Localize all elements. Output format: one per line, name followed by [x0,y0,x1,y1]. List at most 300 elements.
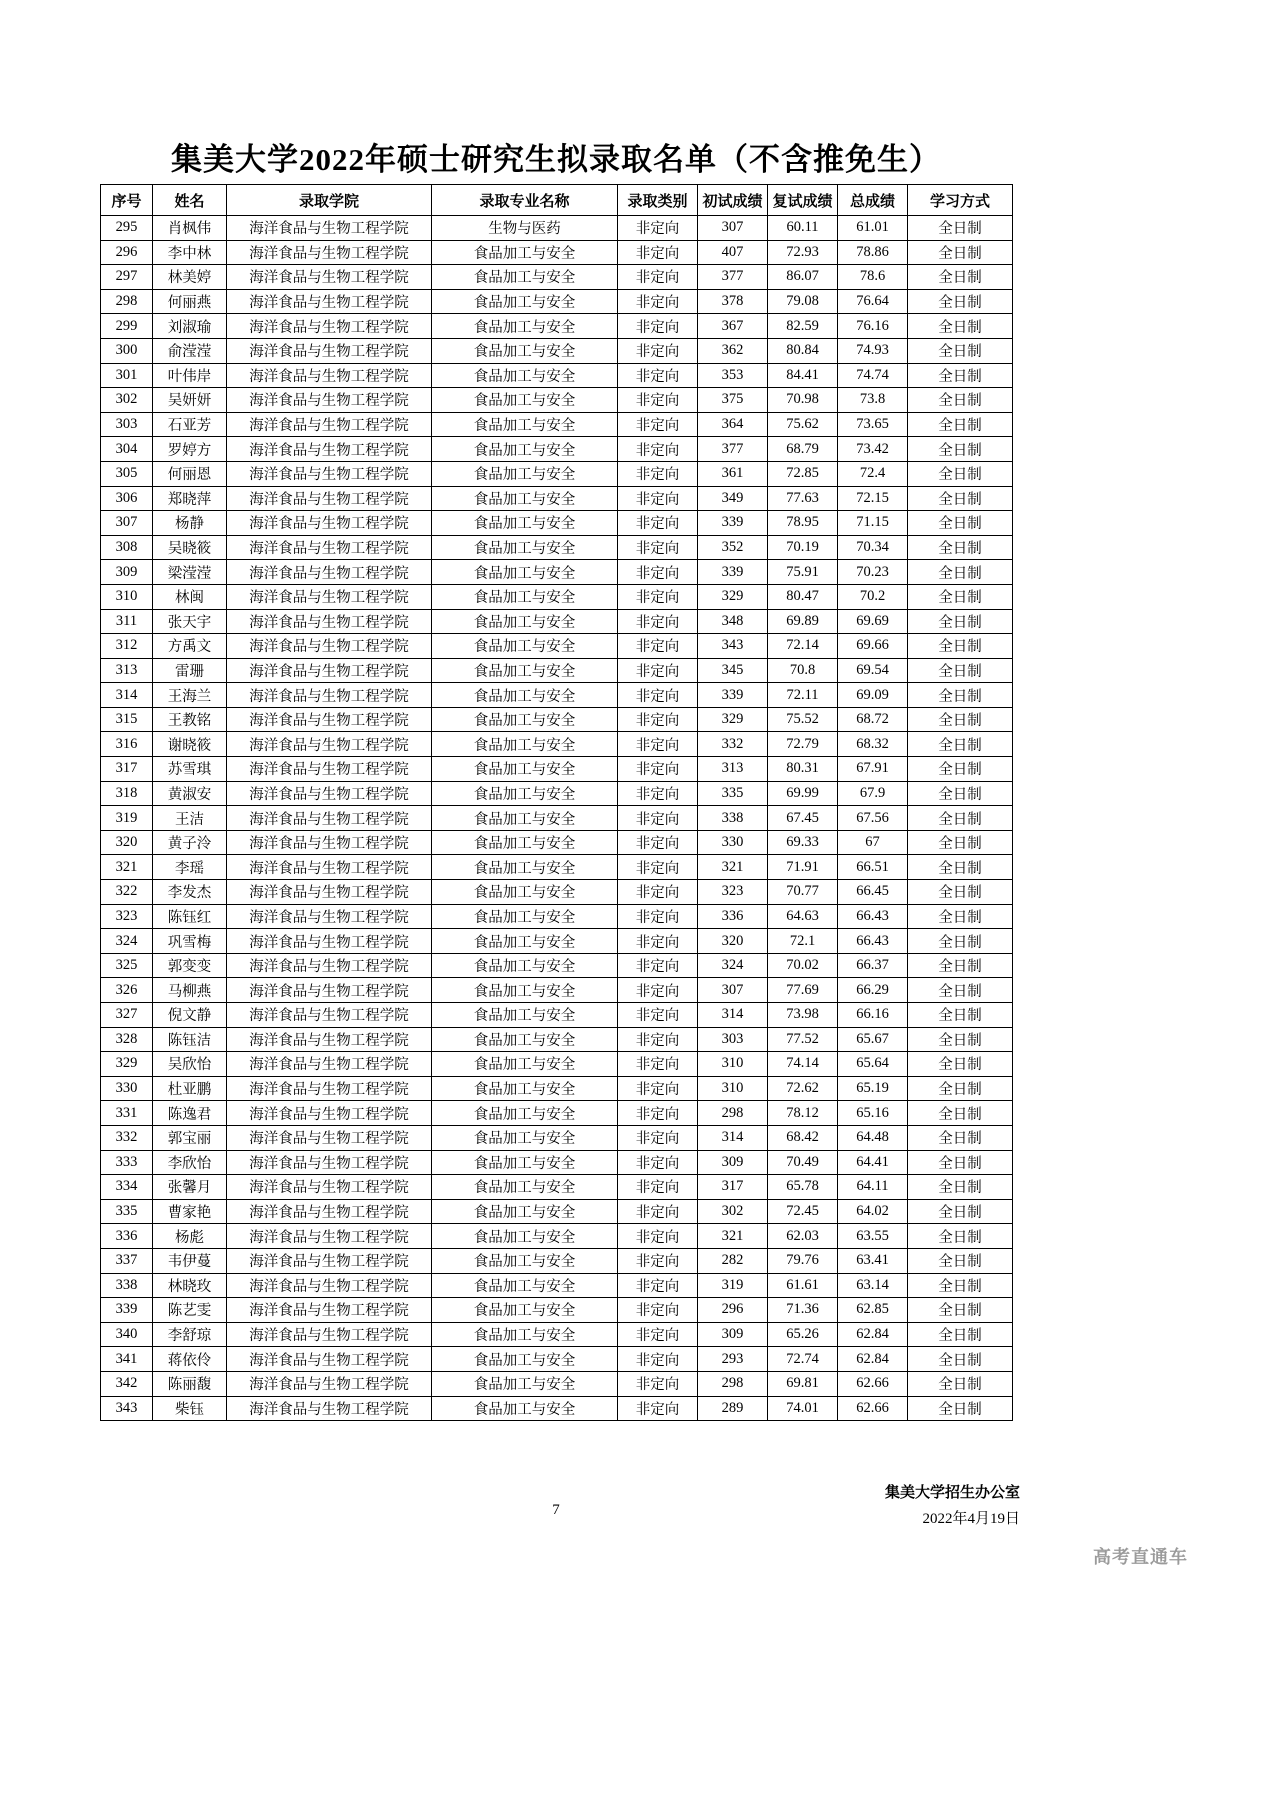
table-cell: 311 [101,609,153,634]
table-cell: 74.14 [768,1052,838,1077]
table-cell: 食品加工与安全 [432,1076,618,1101]
table-cell: 非定向 [618,560,698,585]
table-cell: 何丽恩 [153,461,227,486]
table-cell: 全日制 [908,314,1013,339]
table-cell: 海洋食品与生物工程学院 [227,929,432,954]
table-cell: 349 [698,486,768,511]
table-cell: 非定向 [618,486,698,511]
table-cell: 362 [698,338,768,363]
col-header-index: 序号 [101,185,153,216]
table-cell: 全日制 [908,732,1013,757]
table-cell: 336 [698,904,768,929]
table-cell: 69.69 [838,609,908,634]
table-cell: 海洋食品与生物工程学院 [227,388,432,413]
col-header-name: 姓名 [153,185,227,216]
table-cell: 全日制 [908,978,1013,1003]
table-cell: 320 [698,929,768,954]
table-cell: 海洋食品与生物工程学院 [227,216,432,241]
table-cell: 319 [101,806,153,831]
table-cell: 柴钰 [153,1396,227,1421]
table-cell: 食品加工与安全 [432,1027,618,1052]
table-cell: 339 [698,683,768,708]
table-cell: 314 [698,1125,768,1150]
table-cell: 364 [698,412,768,437]
table-cell: 非定向 [618,314,698,339]
table-cell: 全日制 [908,880,1013,905]
table-cell: 72.85 [768,461,838,486]
table-cell: 梁滢滢 [153,560,227,585]
col-header-major: 录取专业名称 [432,185,618,216]
table-cell: 海洋食品与生物工程学院 [227,732,432,757]
table-row [101,240,1013,265]
table-cell: 俞滢滢 [153,338,227,363]
table-cell: 雷珊 [153,658,227,683]
table-row [101,1371,1013,1396]
table-cell: 食品加工与安全 [432,1199,618,1224]
table-row [101,511,1013,536]
table-cell: 321 [698,855,768,880]
table-cell: 黄淑安 [153,781,227,806]
table-row [101,1224,1013,1249]
table-cell: 非定向 [618,1371,698,1396]
table-cell: 食品加工与安全 [432,658,618,683]
table-row [101,363,1013,388]
table-cell: 316 [101,732,153,757]
table-cell: 319 [698,1273,768,1298]
table-cell: 310 [101,584,153,609]
table-row [101,338,1013,363]
table-cell: 吴欣怡 [153,1052,227,1077]
table-cell: 食品加工与安全 [432,289,618,314]
table-row [101,978,1013,1003]
table-cell: 海洋食品与生物工程学院 [227,781,432,806]
table-cell: 全日制 [908,486,1013,511]
table-cell: 非定向 [618,658,698,683]
table-cell: 海洋食品与生物工程学院 [227,289,432,314]
table-cell: 全日制 [908,806,1013,831]
table-cell: 非定向 [618,584,698,609]
table-cell: 食品加工与安全 [432,265,618,290]
table-row [101,1273,1013,1298]
table-cell: 海洋食品与生物工程学院 [227,1003,432,1028]
table-cell: 海洋食品与生物工程学院 [227,1175,432,1200]
table-row [101,683,1013,708]
table-cell: 330 [698,830,768,855]
table-cell: 69.09 [838,683,908,708]
table-cell: 321 [101,855,153,880]
table-cell: 67.45 [768,806,838,831]
table-cell: 296 [698,1298,768,1323]
table-row [101,1101,1013,1126]
table-cell: 海洋食品与生物工程学院 [227,1396,432,1421]
table-cell: 非定向 [618,1248,698,1273]
table-row [101,904,1013,929]
table-cell: 食品加工与安全 [432,683,618,708]
table-cell: 食品加工与安全 [432,584,618,609]
table-cell: 郭宝丽 [153,1125,227,1150]
table-cell: 食品加工与安全 [432,855,618,880]
table-row [101,1125,1013,1150]
footer-date: 2022年4月19日 [922,1511,1020,1527]
col-header-initial-score: 初试成绩 [698,185,768,216]
table-row [101,880,1013,905]
table-cell: 非定向 [618,1298,698,1323]
table-cell: 非定向 [618,1224,698,1249]
table-cell: 巩雪梅 [153,929,227,954]
table-cell: 339 [101,1298,153,1323]
table-cell: 309 [101,560,153,585]
col-header-retest-score: 复试成绩 [768,185,838,216]
table-cell: 非定向 [618,412,698,437]
table-cell: 78.6 [838,265,908,290]
table-cell: 407 [698,240,768,265]
table-cell: 72.4 [838,461,908,486]
table-cell: 全日制 [908,1347,1013,1372]
table-cell: 海洋食品与生物工程学院 [227,1322,432,1347]
table-cell: 62.66 [838,1371,908,1396]
table-cell: 62.66 [838,1396,908,1421]
table-cell: 62.84 [838,1322,908,1347]
table-row [101,1322,1013,1347]
table-row [101,584,1013,609]
table-cell: 生物与医药 [432,216,618,241]
table-cell: 295 [101,216,153,241]
table-cell: 非定向 [618,609,698,634]
page-title: 集美大学2022年硕士研究生拟录取名单（不含推免生） [171,142,941,177]
table-cell: 340 [101,1322,153,1347]
table-cell: 341 [101,1347,153,1372]
table-cell: 72.1 [768,929,838,954]
table-cell: 韦伊蔓 [153,1248,227,1273]
table-cell: 海洋食品与生物工程学院 [227,658,432,683]
table-cell: 70.8 [768,658,838,683]
table-cell: 64.02 [838,1199,908,1224]
table-cell: 食品加工与安全 [432,634,618,659]
table-cell: 65.64 [838,1052,908,1077]
table-cell: 海洋食品与生物工程学院 [227,1052,432,1077]
table-cell: 72.11 [768,683,838,708]
col-header-college: 录取学院 [227,185,432,216]
table-cell: 杨静 [153,511,227,536]
table-cell: 75.91 [768,560,838,585]
table-cell: 海洋食品与生物工程学院 [227,1125,432,1150]
table-cell: 322 [101,880,153,905]
table-cell: 海洋食品与生物工程学院 [227,1298,432,1323]
table-cell: 310 [698,1076,768,1101]
table-cell: 方禹文 [153,634,227,659]
table-cell: 74.01 [768,1396,838,1421]
table-cell: 非定向 [618,461,698,486]
table-cell: 李瑶 [153,855,227,880]
page-number: 7 [552,1502,560,1518]
table-row [101,437,1013,462]
table-cell: 非定向 [618,289,698,314]
table-cell: 食品加工与安全 [432,1396,618,1421]
table-cell: 谢晓筱 [153,732,227,757]
table-cell: 296 [101,240,153,265]
table-cell: 海洋食品与生物工程学院 [227,584,432,609]
table-cell: 61.61 [768,1273,838,1298]
table-cell: 食品加工与安全 [432,1003,618,1028]
table-cell: 329 [698,584,768,609]
table-cell: 67.56 [838,806,908,831]
table-cell: 66.37 [838,953,908,978]
table-cell: 全日制 [908,437,1013,462]
table-cell: 非定向 [618,634,698,659]
table-cell: 叶伟岸 [153,363,227,388]
table-row [101,388,1013,413]
table-cell: 77.52 [768,1027,838,1052]
table-cell: 杜亚鹏 [153,1076,227,1101]
table-cell: 全日制 [908,953,1013,978]
table-cell: 71.91 [768,855,838,880]
table-cell: 304 [101,437,153,462]
table-cell: 72.14 [768,634,838,659]
table-cell: 326 [101,978,153,1003]
table-cell: 72.62 [768,1076,838,1101]
table-cell: 非定向 [618,1003,698,1028]
table-cell: 306 [101,486,153,511]
table-cell: 食品加工与安全 [432,707,618,732]
table-cell: 65.78 [768,1175,838,1200]
table-cell: 78.95 [768,511,838,536]
table-cell: 非定向 [618,363,698,388]
table-cell: 339 [698,511,768,536]
table-cell: 海洋食品与生物工程学院 [227,634,432,659]
table-row [101,707,1013,732]
table-cell: 302 [698,1199,768,1224]
table-cell: 海洋食品与生物工程学院 [227,1248,432,1273]
table-row [101,830,1013,855]
table-cell: 全日制 [908,388,1013,413]
table-cell: 马柳燕 [153,978,227,1003]
table-cell: 69.54 [838,658,908,683]
table-cell: 69.66 [838,634,908,659]
table-cell: 329 [101,1052,153,1077]
table-cell: 食品加工与安全 [432,412,618,437]
table-cell: 海洋食品与生物工程学院 [227,314,432,339]
table-row [101,1027,1013,1052]
table-cell: 72.74 [768,1347,838,1372]
table-cell: 林晓玫 [153,1273,227,1298]
table-cell: 陈钰洁 [153,1027,227,1052]
table-cell: 336 [101,1224,153,1249]
table-cell: 73.8 [838,388,908,413]
table-cell: 曹家艳 [153,1199,227,1224]
table-cell: 食品加工与安全 [432,904,618,929]
table-cell: 肖枫伟 [153,216,227,241]
table-cell: 黄子泠 [153,830,227,855]
table-cell: 63.55 [838,1224,908,1249]
table-row [101,1150,1013,1175]
table-cell: 全日制 [908,412,1013,437]
table-cell: 非定向 [618,707,698,732]
table-cell: 66.43 [838,904,908,929]
table-cell: 食品加工与安全 [432,461,618,486]
table-cell: 69.33 [768,830,838,855]
table-cell: 食品加工与安全 [432,535,618,560]
table-cell: 77.63 [768,486,838,511]
table-cell: 289 [698,1396,768,1421]
table-cell: 全日制 [908,904,1013,929]
table-cell: 非定向 [618,830,698,855]
table-cell: 非定向 [618,265,698,290]
table-cell: 342 [101,1371,153,1396]
table-cell: 331 [101,1101,153,1126]
table-cell: 307 [101,511,153,536]
table-cell: 非定向 [618,1027,698,1052]
table-cell: 343 [698,634,768,659]
table-cell: 82.59 [768,314,838,339]
table-cell: 68.42 [768,1125,838,1150]
table-cell: 食品加工与安全 [432,511,618,536]
table-cell: 321 [698,1224,768,1249]
table-cell: 313 [698,757,768,782]
table-cell: 食品加工与安全 [432,486,618,511]
table-cell: 李舒琼 [153,1322,227,1347]
table-cell: 非定向 [618,806,698,831]
table-cell: 338 [698,806,768,831]
admission-table [100,184,1013,1421]
table-cell: 食品加工与安全 [432,1052,618,1077]
table-cell: 林美婷 [153,265,227,290]
table-cell: 全日制 [908,289,1013,314]
table-cell: 海洋食品与生物工程学院 [227,904,432,929]
table-cell: 全日制 [908,216,1013,241]
table-cell: 海洋食品与生物工程学院 [227,560,432,585]
table-cell: 348 [698,609,768,634]
table-cell: 80.84 [768,338,838,363]
table-row [101,535,1013,560]
table-cell: 303 [698,1027,768,1052]
table-cell: 334 [101,1175,153,1200]
table-cell: 全日制 [908,1150,1013,1175]
table-cell: 61.01 [838,216,908,241]
table-row [101,658,1013,683]
table-cell: 全日制 [908,511,1013,536]
table-cell: 食品加工与安全 [432,388,618,413]
table-cell: 海洋食品与生物工程学院 [227,412,432,437]
table-cell: 海洋食品与生物工程学院 [227,609,432,634]
table-cell: 海洋食品与生物工程学院 [227,1076,432,1101]
table-row [101,757,1013,782]
table-cell: 非定向 [618,1273,698,1298]
table-cell: 杨彪 [153,1224,227,1249]
table-cell: 食品加工与安全 [432,1248,618,1273]
table-cell: 食品加工与安全 [432,880,618,905]
table-cell: 非定向 [618,855,698,880]
table-cell: 食品加工与安全 [432,363,618,388]
table-cell: 非定向 [618,757,698,782]
table-cell: 海洋食品与生物工程学院 [227,683,432,708]
table-cell: 62.85 [838,1298,908,1323]
table-cell: 罗婷方 [153,437,227,462]
table-cell: 64.41 [838,1150,908,1175]
table-cell: 69.81 [768,1371,838,1396]
table-cell: 298 [698,1371,768,1396]
table-cell: 335 [698,781,768,806]
table-row [101,1076,1013,1101]
table-cell: 食品加工与安全 [432,1347,618,1372]
table-header-row [101,185,1013,216]
table-cell: 327 [101,1003,153,1028]
table-cell: 全日制 [908,265,1013,290]
table-row [101,216,1013,241]
table-cell: 301 [101,363,153,388]
table-cell: 海洋食品与生物工程学院 [227,437,432,462]
table-cell: 非定向 [618,904,698,929]
table-cell: 海洋食品与生物工程学院 [227,1101,432,1126]
table-cell: 66.43 [838,929,908,954]
table-cell: 食品加工与安全 [432,560,618,585]
table-cell: 非定向 [618,437,698,462]
table-cell: 海洋食品与生物工程学院 [227,1199,432,1224]
table-cell: 全日制 [908,634,1013,659]
table-cell: 海洋食品与生物工程学院 [227,830,432,855]
table-cell: 67.91 [838,757,908,782]
table-cell: 全日制 [908,1396,1013,1421]
table-cell: 361 [698,461,768,486]
table-cell: 全日制 [908,535,1013,560]
table-cell: 323 [101,904,153,929]
table-cell: 335 [101,1199,153,1224]
table-cell: 297 [101,265,153,290]
table-cell: 食品加工与安全 [432,953,618,978]
table-cell: 70.98 [768,388,838,413]
table-cell: 非定向 [618,1076,698,1101]
table-cell: 食品加工与安全 [432,1298,618,1323]
table-cell: 全日制 [908,855,1013,880]
table-cell: 70.34 [838,535,908,560]
table-cell: 71.36 [768,1298,838,1323]
col-header-category: 录取类别 [618,185,698,216]
table-cell: 307 [698,978,768,1003]
table-cell: 海洋食品与生物工程学院 [227,486,432,511]
table-cell: 303 [101,412,153,437]
table-cell: 328 [101,1027,153,1052]
table-cell: 食品加工与安全 [432,978,618,1003]
table-cell: 343 [101,1396,153,1421]
table-cell: 全日制 [908,707,1013,732]
table-cell: 70.02 [768,953,838,978]
table-cell: 全日制 [908,1273,1013,1298]
table-cell: 林闽 [153,584,227,609]
table-cell: 王教铭 [153,707,227,732]
table-cell: 80.47 [768,584,838,609]
table-cell: 非定向 [618,1199,698,1224]
table-cell: 吴晓筱 [153,535,227,560]
table-cell: 海洋食品与生物工程学院 [227,1347,432,1372]
table-row [101,412,1013,437]
table-cell: 298 [698,1101,768,1126]
table-row [101,732,1013,757]
table-cell: 食品加工与安全 [432,1101,618,1126]
table-cell: 非定向 [618,1125,698,1150]
table-cell: 309 [698,1150,768,1175]
table-cell: 76.16 [838,314,908,339]
table-cell: 312 [101,634,153,659]
table-cell: 74.93 [838,338,908,363]
table-cell: 337 [101,1248,153,1273]
table-cell: 非定向 [618,953,698,978]
table-cell: 378 [698,289,768,314]
table-cell: 海洋食品与生物工程学院 [227,806,432,831]
table-cell: 非定向 [618,732,698,757]
table-cell: 68.32 [838,732,908,757]
table-cell: 食品加工与安全 [432,437,618,462]
table-cell: 75.62 [768,412,838,437]
table-cell: 323 [698,880,768,905]
